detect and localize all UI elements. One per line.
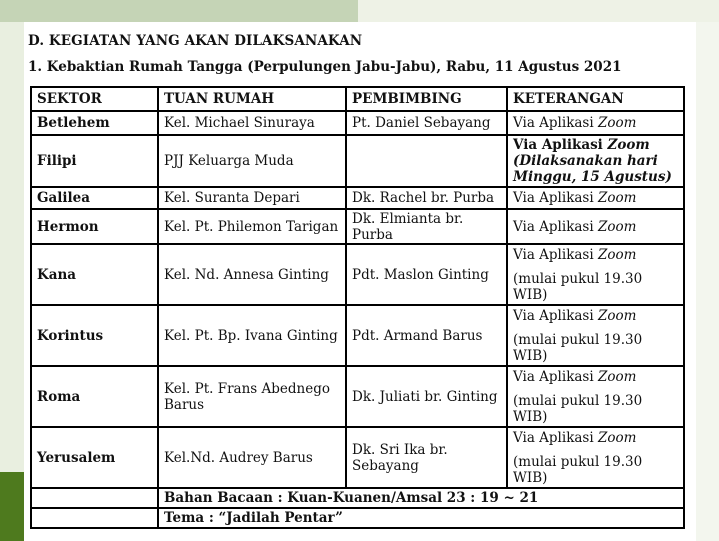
table-row	[31, 427, 684, 488]
ket-time-text: (mulai pukul 19.30 WIB)	[513, 453, 643, 486]
ket-via-text: Via Aplikasi	[513, 429, 598, 446]
table-row	[31, 305, 684, 366]
table-row	[31, 244, 684, 305]
table-header-row	[31, 87, 684, 111]
background-accent-left	[0, 472, 24, 541]
ket-note-text: (Dilaksanakan hari Minggu, 15 Agustus)	[513, 153, 672, 185]
cell-sektor: Kana	[31, 244, 158, 305]
cell-keterangan	[507, 366, 684, 427]
table-row	[31, 187, 684, 209]
background-strip-left	[0, 22, 24, 472]
ket-via-text: Via Aplikasi	[513, 115, 598, 131]
item-title: 1. Kebaktian Rumah Tangga (Perpulungen Jabu-Jabu), Rabu, 11 Agustus 2021	[28, 59, 622, 75]
cell-keterangan	[507, 135, 684, 187]
column-header-pembimbing: PEMBIMBING	[346, 87, 507, 111]
ket-via-text: Via Aplikasi	[513, 368, 598, 385]
cell-keterangan	[507, 244, 684, 305]
bahan-bacaan: Bahan Bacaan : Kuan-Kuanen/Amsal 23 : 19 ~ 21	[158, 488, 684, 508]
cell-tuan-rumah: Kel. Pt. Bp. Ivana Ginting	[158, 305, 346, 366]
cell-pembimbing: Pdt. Maslon Ginting	[346, 244, 507, 305]
cell-pembimbing	[346, 135, 507, 187]
ket-via-text: Via Aplikasi	[513, 307, 598, 324]
table-row	[31, 111, 684, 135]
ket-via-text: Via Aplikasi	[513, 137, 608, 153]
tema: Tema : “Jadilah Pentar”	[158, 508, 684, 528]
footer-empty-cell	[31, 508, 158, 528]
cell-sektor: Roma	[31, 366, 158, 427]
background-band-top-left	[0, 0, 358, 22]
ket-zoom-text: Zoom	[597, 190, 637, 206]
tema-row	[31, 508, 684, 528]
document-page	[24, 22, 696, 541]
ket-time-text: (mulai pukul 19.30 WIB)	[513, 392, 643, 425]
ket-zoom-text: Zoom	[607, 137, 650, 153]
cell-tuan-rumah: Kel. Nd. Annesa Ginting	[158, 244, 346, 305]
background-strip-right	[696, 22, 719, 541]
cell-sektor: Galilea	[31, 187, 158, 209]
ket-via-text: Via Aplikasi	[513, 218, 598, 235]
column-header-sektor: SEKTOR	[31, 87, 158, 111]
cell-keterangan	[507, 111, 684, 135]
footer-empty-cell	[31, 488, 158, 508]
ket-zoom-text: Zoom	[597, 218, 637, 235]
table-row	[31, 135, 684, 187]
table-row	[31, 366, 684, 427]
ket-zoom-text: Zoom	[597, 429, 637, 446]
cell-sektor: Hermon	[31, 209, 158, 244]
cell-tuan-rumah: PJJ Keluarga Muda	[158, 135, 346, 187]
cell-keterangan	[507, 187, 684, 209]
section-title: D. KEGIATAN YANG AKAN DILAKSANAKAN	[28, 33, 363, 49]
cell-pembimbing: Dk. Sri Ika br. Sebayang	[346, 427, 507, 488]
bahan-bacaan-row	[31, 488, 684, 508]
cell-pembimbing: Dk. Juliati br. Ginting	[346, 366, 507, 427]
ket-zoom-text: Zoom	[597, 115, 637, 131]
ket-time-text: (mulai pukul 19.30 WIB)	[513, 331, 643, 364]
cell-tuan-rumah: Kel. Pt. Frans Abednego Barus	[158, 366, 346, 427]
ket-zoom-text: Zoom	[597, 307, 637, 324]
background-band-top-right	[358, 0, 719, 22]
cell-tuan-rumah: Kel. Michael Sinuraya	[158, 111, 346, 135]
cell-tuan-rumah: Kel. Pt. Philemon Tarigan	[158, 209, 346, 244]
column-header-keterangan: KETERANGAN	[507, 87, 684, 111]
ket-time-text: (mulai pukul 19.30 WIB)	[513, 270, 643, 303]
column-header-tuan-rumah: TUAN RUMAH	[158, 87, 346, 111]
cell-pembimbing: Pdt. Armand Barus	[346, 305, 507, 366]
cell-pembimbing: Dk. Rachel br. Purba	[346, 187, 507, 209]
table-row	[31, 209, 684, 244]
cell-keterangan	[507, 305, 684, 366]
cell-sektor: Betlehem	[31, 111, 158, 135]
cell-pembimbing: Dk. Elmianta br. Purba	[346, 209, 507, 244]
cell-keterangan	[507, 209, 684, 244]
cell-tuan-rumah: Kel. Suranta Depari	[158, 187, 346, 209]
cell-sektor: Korintus	[31, 305, 158, 366]
ket-via-text: Via Aplikasi	[513, 190, 598, 206]
ket-zoom-text: Zoom	[597, 246, 637, 263]
ket-zoom-text: Zoom	[597, 368, 637, 385]
schedule-table	[30, 86, 685, 529]
cell-sektor: Filipi	[31, 135, 158, 187]
cell-pembimbing: Pt. Daniel Sebayang	[346, 111, 507, 135]
ket-via-text: Via Aplikasi	[513, 246, 598, 263]
cell-keterangan	[507, 427, 684, 488]
cell-tuan-rumah: Kel.Nd. Audrey Barus	[158, 427, 346, 488]
cell-sektor: Yerusalem	[31, 427, 158, 488]
